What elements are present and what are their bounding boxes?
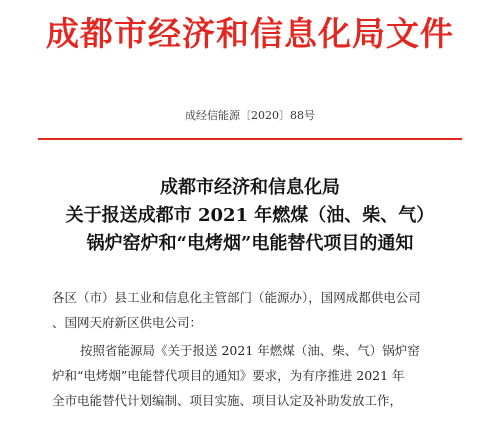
title-line-2: 关于报送成都市 2021 年燃煤（油、柴、气） xyxy=(65,205,435,226)
body-line-2: 、国网天府新区供电公司： xyxy=(52,315,203,330)
title-line-1: 成都市经济和信息化局 xyxy=(160,177,340,198)
masthead-title: 成都市经济和信息化局文件 xyxy=(46,14,454,53)
body-line-1: 各区（市）县工业和信息化主管部门（能源办），国网成都供电公司 xyxy=(52,290,421,305)
red-divider-rule xyxy=(38,138,462,140)
document-number: 成经信能源〔2020〕88号 xyxy=(185,109,315,122)
title-line-3: 锅炉窑炉和“电烤烟”电能替代项目的通知 xyxy=(86,233,414,254)
body-line-5: 全市电能替代计划编制、项目实施、项目认定及补助发放工作， xyxy=(52,393,403,408)
body-line-3: 按照省能源局《关于报送 2021 年燃煤（油、柴、气）锅炉窑 xyxy=(80,343,420,358)
body-line-4: 炉和“电烤烟”电能替代项目的通知》要求，为有序推进 2021 年 xyxy=(52,368,405,383)
